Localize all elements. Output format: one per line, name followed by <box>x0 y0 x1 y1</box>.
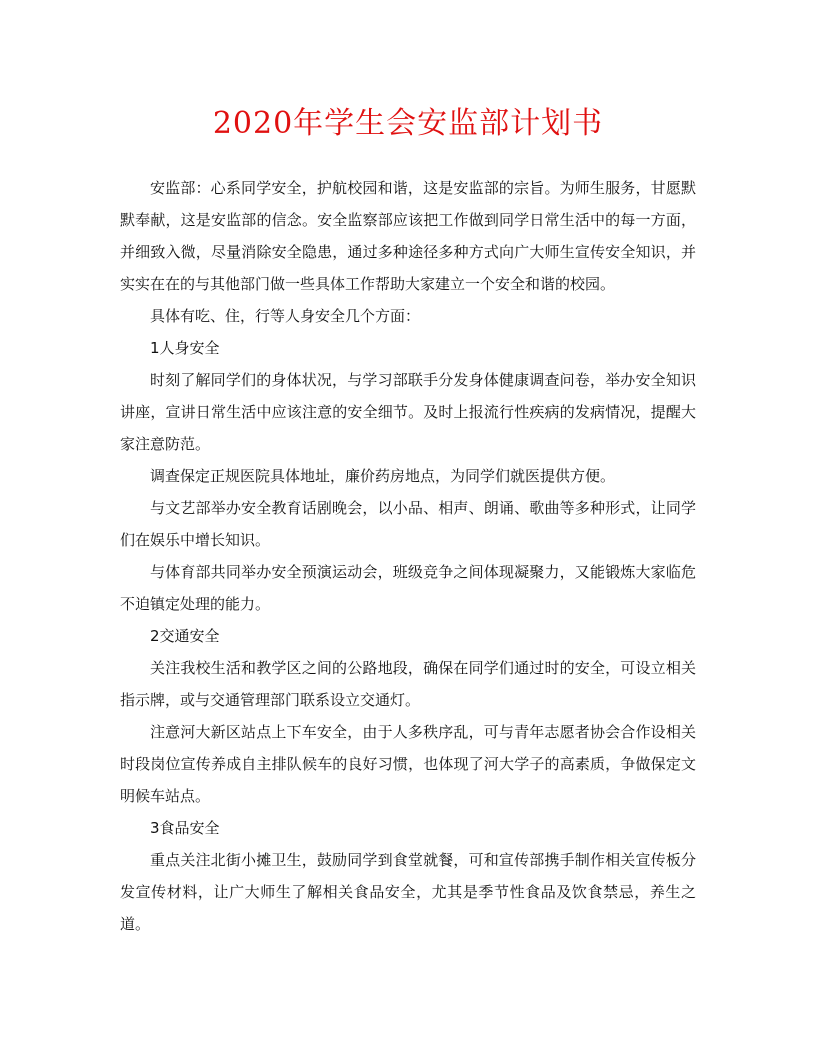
document-body <box>120 172 696 940</box>
traffic-safety-paragraph-2: 注意河大新区站点上下车安全，由于人多秩序乱，可与青年志愿者协会合作设相关时段岗位宣传养成自主排队候车的良好习惯，也体现了河大学子的高素质，争做保定文明候车站点。 <box>120 723 696 805</box>
personal-safety-paragraph-4: 与体育部共同举办安全预演运动会，班级竞争之间体现凝聚力，又能锻炼大家临危不迫镇定处理的能力。 <box>120 563 696 613</box>
intro-paragraph: 安监部：心系同学安全，护航校园和谐，这是安监部的宗旨。为师生服务，甘愿默默奉献，这是安监部的信念。安全监察部应该把工作做到同学日常生活中的每一方面，并细致入微，尽量消除安全隐患，通过多种途径多种方式向广大师生宣传安全知识，并实实在在的与其他部门做一些具体工作帮助大家建立一个安全和谐的校园。 <box>120 179 696 293</box>
section-heading-food-safety: 3食品安全 <box>150 819 220 837</box>
traffic-safety-paragraph-1: 关注我校生活和教学区之间的公路地段，确保在同学们通过时的安全，可设立相关指示牌，或与交通管理部门联系设立交通灯。 <box>120 659 696 709</box>
document-title: 2020年学生会安监部计划书 <box>212 106 604 141</box>
personal-safety-paragraph-2: 调查保定正规医院具体地址，廉价药房地点，为同学们就医提供方便。 <box>150 467 616 485</box>
aspects-paragraph: 具体有吃、住，行等人身安全几个方面： <box>150 307 421 325</box>
section-heading-traffic-safety: 2交通安全 <box>150 627 220 645</box>
personal-safety-paragraph-1: 时刻了解同学们的身体状况，与学习部联手分发身体健康调查问卷，举办安全知识讲座，宣讲日常生活中应该注意的安全细节。及时上报流行性疾病的发病情况，提醒大家注意防范。 <box>120 371 696 453</box>
section-heading-personal-safety: 1人身安全 <box>150 339 220 357</box>
food-safety-paragraph-1: 重点关注北街小摊卫生，鼓励同学到食堂就餐，可和宣传部携手制作相关宣传板分发宣传材料，让广大师生了解相关食品安全，尤其是季节性食品及饮食禁忌，养生之道。 <box>120 851 696 933</box>
personal-safety-paragraph-3: 与文艺部举办安全教育话剧晚会，以小品、相声、朗诵、歌曲等多种形式，让同学们在娱乐中增长知识。 <box>120 499 696 549</box>
